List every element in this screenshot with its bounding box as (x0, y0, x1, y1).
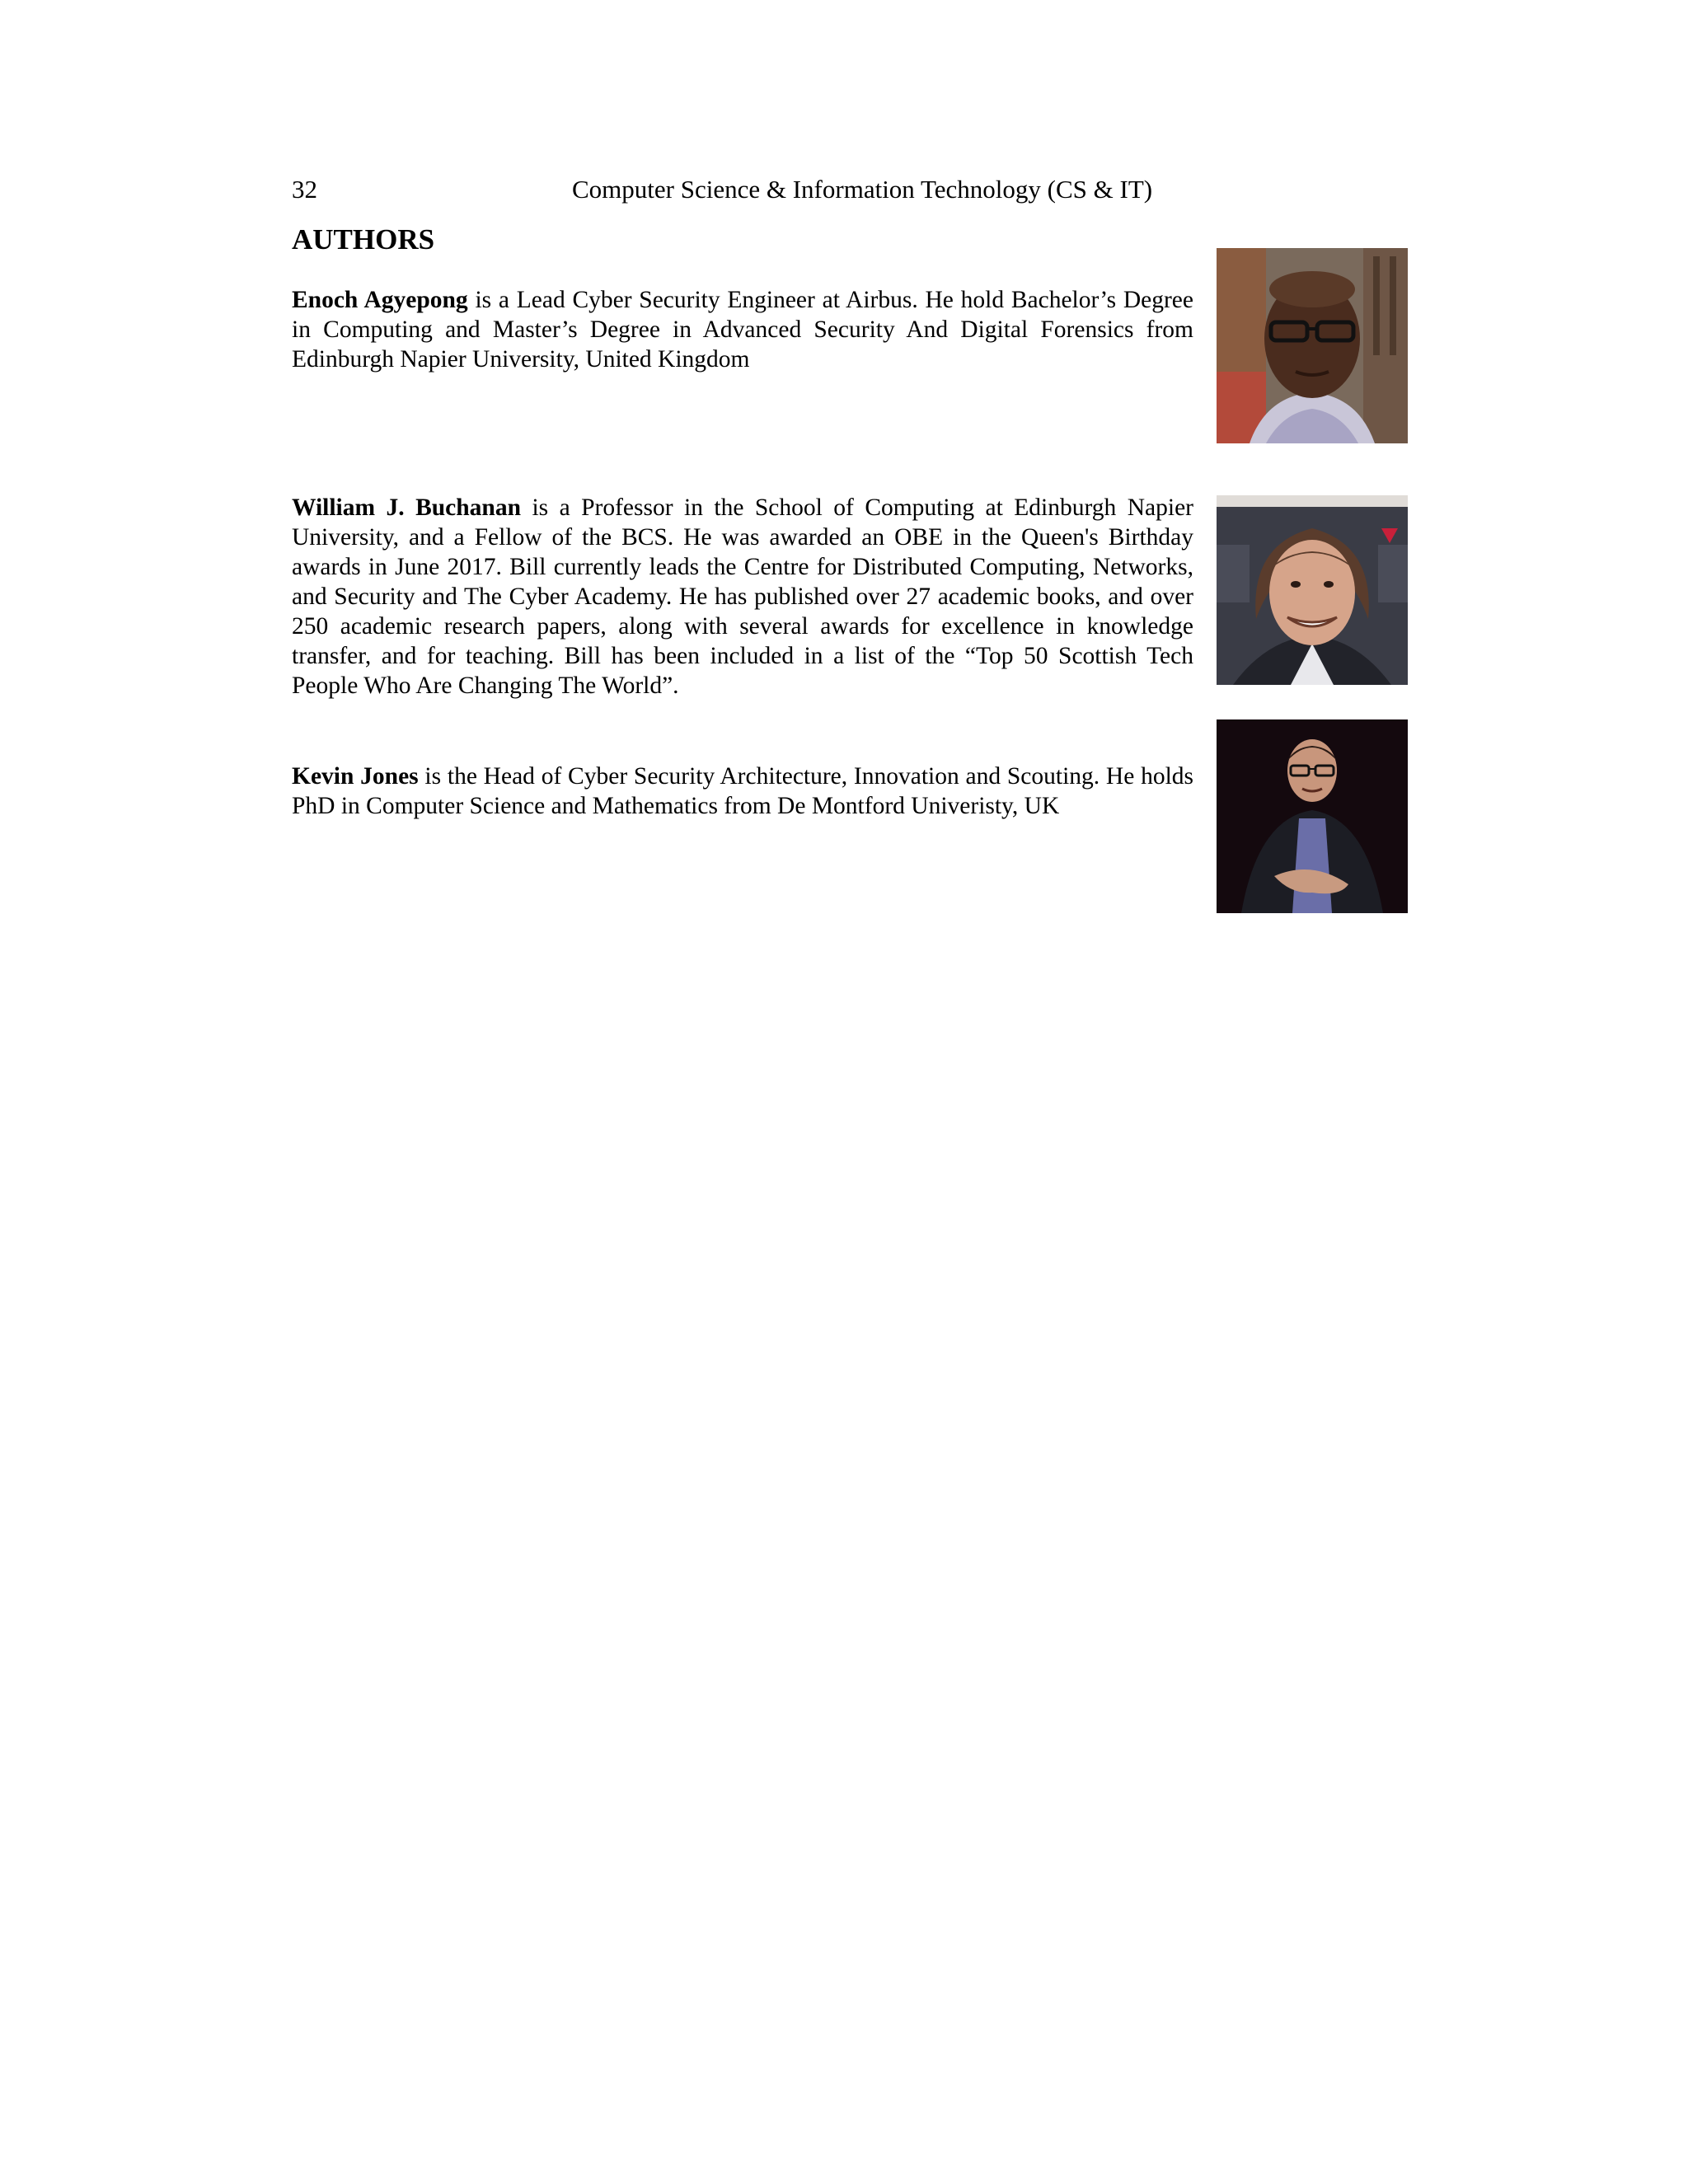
author-bio-text: is a Lead Cyber Security Engineer at Airbus. He hold Bachelor’s Degree in Computing and Master’s Degree in Advanced Security And Digital Forensics from Edinburgh Napier University, United Kingdom (292, 287, 1193, 373)
portrait-photo-icon (1217, 248, 1408, 443)
author-photo-kevin-jones (1217, 719, 1408, 913)
running-header (292, 171, 1408, 208)
author-bio-text: is the Head of Cyber Security Architecture, Innovation and Scouting. He holds PhD in Computer Science and Mathematics from De Montford Univeristy, UK (292, 763, 1194, 819)
author-bio-text: is a Professor in the School of Computing at Edinburgh Napier University, and a Fellow of the BCS. He was awarded an OBE in the Queen's Birthday awards in June 2017. Bill currently leads the Centre for Distributed Computing, Networks, and Security and The Cyber Academy. He has published over 27 academic books, and over 250 academic research papers, along with several awards for excellence in knowledge transfer, and for teaching. Bill has been included in a list of the “Top 50 Scottish Tech People Who Are Changing The World”. (292, 494, 1193, 699)
author-bio-enoch-agyepong (292, 285, 1193, 374)
author-photo-william-buchanan (1217, 495, 1408, 685)
author-name: Kevin Jones (292, 763, 419, 790)
page-number: 32 (292, 175, 317, 204)
author-bio-kevin-jones (292, 762, 1193, 821)
portrait-photo-icon (1217, 719, 1408, 913)
author-name: William J. Buchanan (292, 494, 521, 521)
portrait-photo-icon (1217, 495, 1408, 685)
author-photo-enoch-agyepong (1217, 248, 1408, 443)
running-title: Computer Science & Information Technology (CS & IT) (572, 175, 1153, 204)
author-bio-william-buchanan (292, 493, 1193, 701)
author-name: Enoch Agyepong (292, 287, 468, 313)
section-heading: AUTHORS (292, 223, 435, 255)
